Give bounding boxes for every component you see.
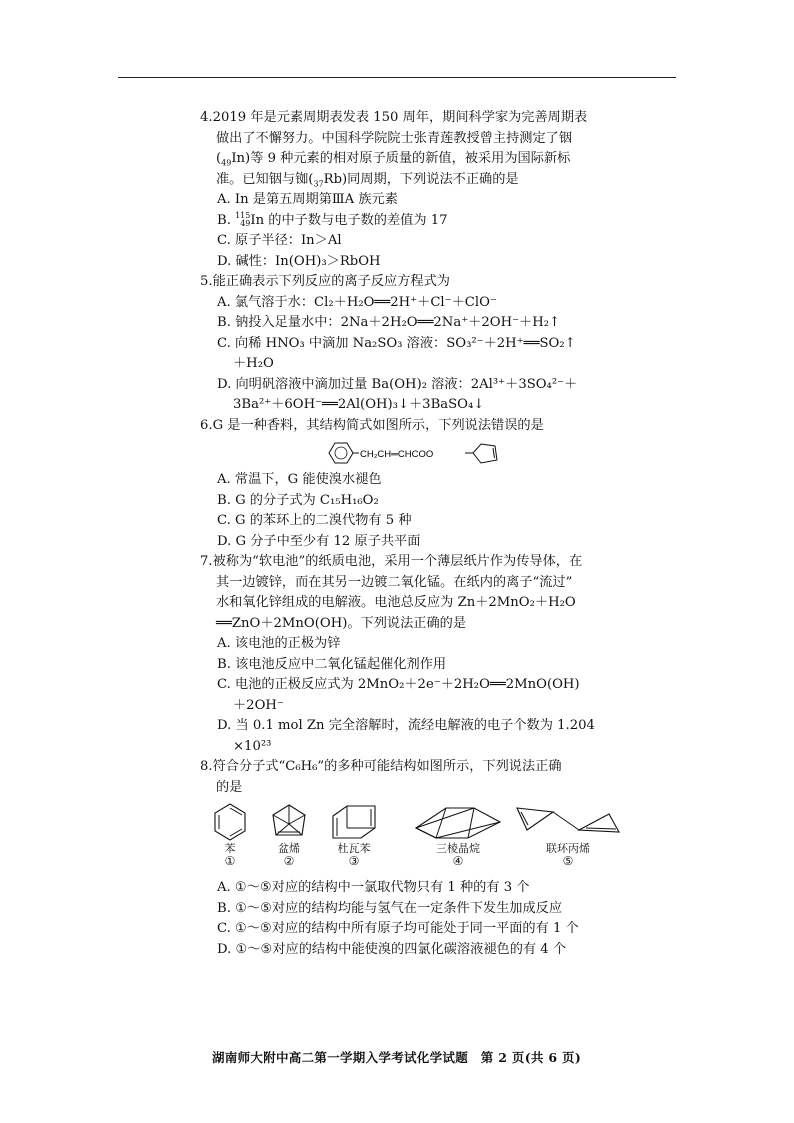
benzvalene-structure-svg (269, 802, 309, 842)
figure-benzvalene (266, 802, 312, 868)
q7-line-4: ══ZnO＋2MnO(OH)。下列说法正确的是 (216, 615, 467, 631)
g-chain-label: CH₂CH═CHCOO (360, 449, 434, 460)
question-5 (200, 272, 624, 416)
q4-line-4: 准。已知铟与铷$(_{37}Rb)$同周期，下列说法不正确的是 (216, 171, 519, 189)
q8-line-1: 8.符合分子式“C₆H₆”的多种可能结构如图所示，下列说法正确 (200, 759, 562, 774)
benzvalene-number: ② (283, 854, 295, 868)
question-7 (200, 552, 624, 757)
page-footer: 湖南师大附中高二第一学期入学考试化学试题 第 2 页(共 6 页) (212, 1050, 582, 1065)
g-structure-svg (325, 438, 525, 468)
q4-line-1: 4.2019 年是元素周期表发表 150 周年，期间科学家为完善周期表 (200, 110, 588, 125)
dewar-benzene-caption: 杜瓦苯 (337, 842, 371, 855)
q8-line-2: 的是 (216, 779, 243, 795)
q5-stem: 5.能正确表示下列反应的离子反应方程式为 (200, 274, 450, 289)
c6h6-structures-row (200, 802, 624, 878)
prismane-structure-svg (412, 802, 504, 842)
benzene-number: ① (224, 854, 236, 868)
q7-option-b: B. 该电池反应中二氧化锰起催化剂作用 (217, 656, 447, 672)
q4-line-2: 做出了不懈努力。中国科学院院士张青莲教授曾主持测定了铟 (216, 130, 573, 146)
figure-benzene (208, 802, 252, 868)
q5-option-d-cont: 3Ba²⁺＋6OH⁻══2Al(OH)₃↓＋3BaSO₄↓ (233, 397, 485, 412)
q6-option-a: A. 常温下，G 能使溴水褪色 (217, 472, 382, 487)
q8-option-d: D. ①～⑤对应的结构中能使溴的四氯化碳溶液褪色的有 4 个 (217, 941, 567, 957)
q5-option-a: A. 氯气溶于水：Cl₂＋H₂O══2H⁺＋Cl⁻＋ClO⁻ (217, 294, 497, 310)
q5-option-c-cont: ＋H₂O (233, 356, 274, 371)
benzene-ring-shape (329, 443, 353, 463)
q7-option-d: D. 当 0.1 mol Zn 完全溶解时，流经电解液的电子个数为 1.204 (217, 718, 595, 733)
dewar-benzene-structure-svg (329, 802, 379, 842)
header-rule (118, 77, 676, 78)
q5-option-d: D. 向明矾溶液中滴加过量 Ba(OH)₂ 溶液：2Al³⁺＋3SO₄²⁻＋ (217, 376, 578, 392)
bicyclopropenyl-number: ⑤ (562, 854, 574, 868)
question-8 (200, 757, 624, 960)
figure-dewar-benzene (326, 802, 382, 868)
q7-line-1: 7.被称为“软电池”的纸质电池，采用一个薄层纸片作为传导体，在 (200, 554, 583, 569)
question-4 (200, 108, 624, 272)
q7-line-2: 其一边镀锌，而在其另一边镀二氧化锰。在纸内的离子“流过” (216, 574, 573, 590)
q8-option-a: A. ①～⑤对应的结构中一氯取代物只有 1 种的有 3 个 (217, 880, 530, 895)
question-6 (200, 416, 624, 553)
q6-option-c: C. G 的苯环上的二溴代物有 5 种 (217, 513, 412, 528)
g-structure-figure (200, 436, 624, 470)
rb-atomic-number: 37 (313, 179, 324, 189)
q5-option-b: B. 钠投入足量水中：2Na＋2H₂O══2Na⁺＋2OH⁻＋H₂↑ (217, 315, 561, 330)
q6-stem: 6.G 是一种香料，其结构简式如图所示，下列说法错误的是 (200, 417, 544, 433)
q5-option-c: C. 向稀 HNO₃ 中滴加 Na₂SO₃ 溶液：SO₃²⁻＋2H⁺══SO₂↑ (217, 335, 576, 351)
prismane-number: ④ (452, 854, 464, 868)
q4-option-b: B. 115 49In 的中子数与电子数的差值为 17 (217, 211, 448, 228)
q7-option-c-cont: ＋2OH⁻ (233, 697, 284, 713)
q6-option-d: D. G 分子中至少有 12 原子共平面 (217, 533, 421, 549)
bicyclopropenyl-caption: 联环丙烯 (546, 842, 590, 855)
q4-option-a: A. In 是第五周期第ⅢA 族元素 (217, 192, 398, 207)
q4-option-c: C. 原子半径：In＞Al (217, 233, 342, 248)
figure-bicyclopropenyl (512, 802, 624, 868)
q7-option-a: A. 该电池的正极为锌 (217, 636, 341, 651)
q4-option-d: D. 碱性：In(OH)₃＞RbOH (217, 253, 381, 269)
benzene-caption: 苯 (224, 842, 236, 855)
q8-option-c: C. ①～⑤对应的结构中所有原子均可能处于同一平面的有 1 个 (217, 921, 579, 936)
prismane-caption: 三棱晶烷 (436, 842, 480, 855)
page-content (200, 108, 624, 960)
dewar-benzene-number: ③ (348, 854, 360, 868)
q7-option-c: C. 电池的正极反应式为 2MnO₂＋2e⁻＋2H₂O══2MnO(OH) (217, 677, 580, 692)
q7-line-3: 水和氧化锌组成的电解液。电池总反应为 Zn＋2MnO₂＋H₂O (216, 595, 576, 610)
figure-prismane (410, 802, 506, 868)
in-atomic-number: 49 (221, 158, 232, 168)
q8-option-b: B. ①～⑤对应的结构均能与氢气在一定条件下发生加成反应 (217, 900, 563, 916)
benzene-structure-svg (212, 802, 248, 842)
q6-option-b: B. G 的分子式为 C₁₅H₁₆O₂ (217, 492, 379, 508)
benzvalene-caption: 盆烯 (278, 842, 300, 855)
q4-line-3: $(_{49}In)$等 9 种元素的相对原子质量的新值，被采用为国际新标 (216, 151, 571, 168)
q7-option-d-cont: ×10²³ (233, 738, 272, 754)
bicyclopropenyl-structure-svg (513, 802, 623, 842)
